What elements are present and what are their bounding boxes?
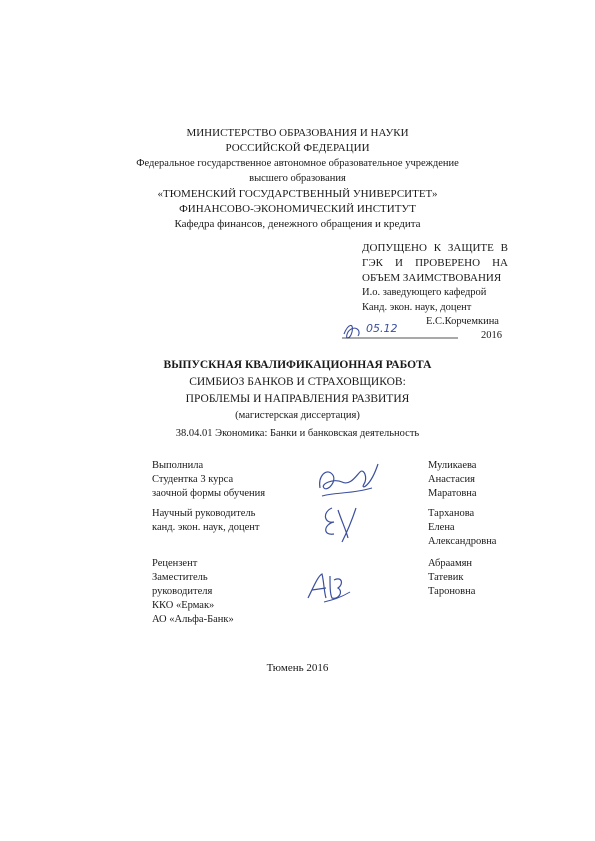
approval-position-2: Канд. экон. наук, доцент	[362, 302, 472, 313]
topic-line-1: СИМБИОЗ БАНКОВ И СТРАХОВЩИКОВ:	[189, 376, 406, 388]
institute-name: ФИНАНСОВО-ЭКОНОМИЧЕСКИЙ ИНСТИТУТ	[179, 203, 416, 215]
reviewer-role-2: Заместитель	[152, 572, 208, 583]
student-first-name: Анастасия	[428, 474, 476, 485]
supervisor-patronymic: Александровна	[428, 536, 497, 547]
reviewer-role-1: Рецензент	[152, 558, 198, 569]
specialty: 38.04.01 Экономика: Банки и банковская деятельность	[175, 428, 420, 439]
student-role-2: Студентка 3 курса	[152, 474, 234, 485]
reviewer-role-4: ККО «Ермак»	[152, 600, 215, 611]
institution-line-1: Федеральное государственное автономное образовательное учреждение	[136, 158, 459, 169]
institution-line-2: высшего образования	[249, 173, 346, 184]
student-role-1: Выполнила	[152, 460, 204, 471]
student-signature	[312, 458, 384, 506]
approval-text-2: ГЭК И ПРОВЕРЕНО НА	[362, 257, 508, 269]
approval-handwritten-date: 05.12	[366, 322, 398, 335]
supervisor-signature	[318, 500, 368, 544]
topic-line-2: ПРОБЛЕМЫ И НАПРАВЛЕНИЯ РАЗВИТИЯ	[185, 393, 410, 405]
department-name: Кафедра финансов, денежного обращения и кредита	[174, 218, 421, 230]
ministry-line-2: РОССИЙСКОЙ ФЕДЕРАЦИИ	[225, 142, 370, 154]
ministry-line-1: МИНИСТЕРСТВО ОБРАЗОВАНИЯ И НАУКИ	[186, 127, 409, 139]
approval-year: 2016	[481, 330, 502, 341]
approval-name: Е.С.Корчемкина	[426, 316, 499, 327]
approval-position-1: И.о. заведующего кафедрой	[362, 287, 487, 298]
reviewer-patronymic: Тароновна	[428, 586, 476, 597]
supervisor-last-name: Тарханова	[428, 508, 475, 519]
supervisor-role-1: Научный руководитель	[152, 508, 256, 519]
student-role-3: заочной формы обучения	[152, 488, 266, 499]
approval-text-1: ДОПУЩЕНО К ЗАЩИТЕ В	[362, 242, 508, 254]
student-last-name: Муликаева	[428, 460, 477, 471]
reviewer-last-name: Абраамян	[428, 558, 473, 569]
reviewer-first-name: Татевик	[428, 572, 464, 583]
approval-line-2	[362, 257, 508, 269]
city-year: Тюмень 2016	[266, 662, 329, 674]
approval-signature	[340, 318, 460, 344]
approval-line-1	[362, 242, 508, 254]
reviewer-role-5: АО «Альфа-Банк»	[152, 614, 234, 625]
supervisor-first-name: Елена	[428, 522, 455, 533]
student-patronymic: Маратовна	[428, 488, 477, 499]
reviewer-role-3: руководителя	[152, 586, 213, 597]
university-name: «ТЮМЕНСКИЙ ГОСУДАРСТВЕННЫЙ УНИВЕРСИТЕТ»	[157, 188, 438, 200]
approval-line-3: ОБЪЕМ ЗАИМСТВОВАНИЯ	[362, 272, 502, 284]
reviewer-signature	[304, 568, 352, 604]
supervisor-role-2: канд. экон. наук, доцент	[152, 522, 260, 533]
thesis-type: (магистерская диссертация)	[235, 410, 360, 421]
work-type-title: ВЫПУСКНАЯ КВАЛИФИКАЦИОННАЯ РАБОТА	[163, 359, 432, 371]
